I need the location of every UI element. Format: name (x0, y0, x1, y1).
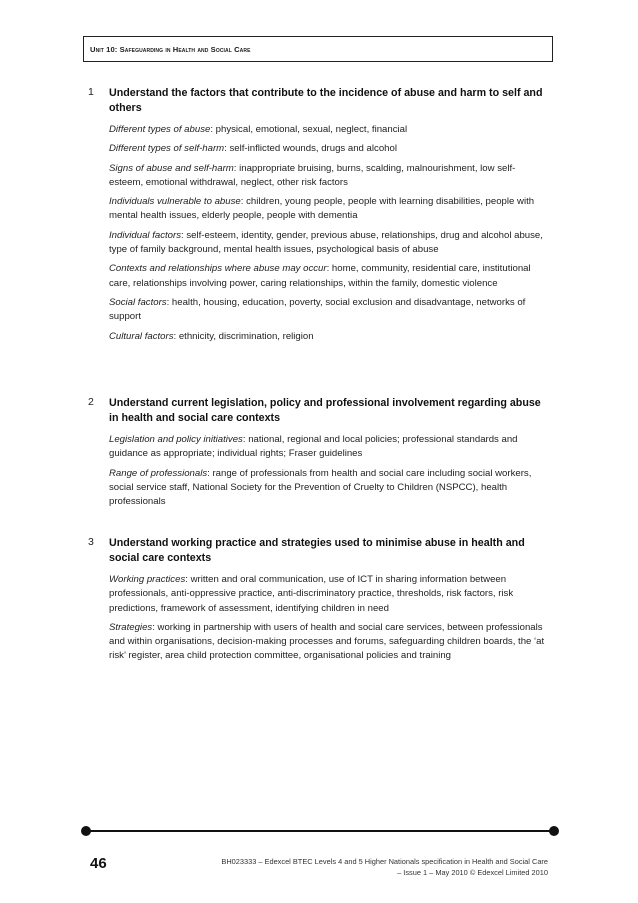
footer-line-1: BH023333 – Edexcel BTEC Levels 4 and 5 Higher Nationals specification in Health and Social Care (221, 857, 548, 866)
section-title: Understand the factors that contribute to the incidence of abuse and harm to self and others (109, 87, 543, 114)
item-text: : children, young people, people with learning disabilities, people with mental health issues, elderly people, people with dementia (109, 196, 535, 222)
item-text: : ethnicity, discrimination, religion (173, 330, 314, 342)
unit-title: Unit 10: Safeguarding in Health and Social Care (90, 44, 251, 54)
section-number: 3 (88, 536, 94, 548)
item-term: Legislation and policy initiatives (109, 434, 243, 445)
content-item (109, 195, 548, 224)
section-1 (88, 86, 548, 344)
section-title: Understand working practice and strategies used to minimise abuse in health and social care contexts (109, 537, 525, 564)
content-item (109, 123, 548, 137)
item-text: : working in partnership with users of health and social care services, between professionals and within organisations, decision-making processes and forums, safeguarding children boards, the ‘at risk’ register, area child protection committee, organisational policies and training (109, 621, 545, 662)
item-term: Different types of self-harm (109, 143, 225, 155)
item-text: : written and oral communication, use of ICT in sharing information between professionals, anti-oppressive practice, anti-discriminatory practice, thresholds, risk factors, risk predictions, framework of assessment, identifying children in need (109, 574, 514, 614)
content-item (109, 229, 548, 258)
content-item (109, 330, 548, 344)
unit-header (83, 36, 553, 62)
content-item (109, 621, 548, 664)
footer-line-2: – Issue 1 – May 2010 © Edexcel Limited 2010 (397, 868, 548, 877)
item-text: : health, housing, education, poverty, social exclusion and disadvantage, networks of support (109, 296, 526, 323)
item-term: Individuals vulnerable to abuse (109, 196, 241, 208)
item-text: : self-esteem, identity, gender, previous abuse, relationships, drug and alcohol abuse, type of family background, mental health issues, psychological basis of abuse (109, 229, 543, 256)
item-text: : physical, emotional, sexual, neglect, financial (210, 124, 408, 135)
section-number: 2 (88, 396, 94, 408)
item-term: Cultural factors (109, 330, 174, 342)
item-term: Contexts and relationships where abuse may occur (109, 263, 327, 275)
page-number: 46 (90, 855, 107, 872)
item-term: Strategies (109, 621, 153, 633)
section-2 (88, 396, 548, 509)
item-text: : national, regional and local policies; professional standards and guidance as appropriate; individual rights; Fraser guidelines (109, 434, 518, 460)
content-item (109, 142, 548, 156)
item-text: : self-inflicted wounds, drugs and alcohol (224, 143, 397, 155)
content-item (109, 467, 548, 510)
section-3 (88, 536, 548, 664)
item-text: : inappropriate bruising, burns, scalding, malnourishment, low self-esteem, emotional withdrawal, neglect, other risk factors (109, 162, 516, 188)
item-term: Working practices (109, 574, 186, 585)
footer-rule-dot-right (549, 826, 559, 836)
content-item (109, 262, 548, 291)
item-text: : range of professionals from health and social care including social workers, social service staff, National Society for the Prevention of Cruelty to Children (NSPCC), health professionals (109, 467, 532, 508)
content-item (109, 296, 548, 325)
footer-citation (148, 856, 548, 878)
section-title: Understand current legislation, policy and professional involvement regarding abuse in health and social care contexts (109, 397, 541, 424)
section-number: 1 (88, 86, 94, 98)
item-term: Range of professionals (109, 467, 208, 479)
item-term: Signs of abuse and self-harm (109, 162, 234, 174)
item-term: Individual factors (109, 229, 181, 241)
item-term: Social factors (109, 296, 167, 308)
content-item (109, 162, 548, 191)
item-text: : home, community, residential care, institutional care, relationships involving power, caring relationships, within the family, domestic violence (109, 263, 531, 289)
item-term: Different types of abuse (109, 124, 211, 135)
content-item (109, 573, 548, 616)
footer-rule (86, 830, 554, 832)
content-item (109, 433, 548, 462)
